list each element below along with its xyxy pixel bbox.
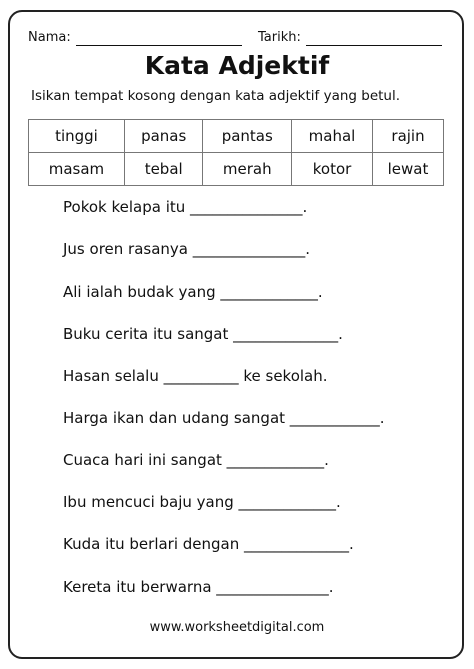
tarikh-line xyxy=(306,45,442,46)
question-text: Buku cerita itu sangat ______________. xyxy=(63,325,343,343)
word-cell: kotor xyxy=(292,153,373,186)
word-cell: merah xyxy=(203,153,292,186)
header-row xyxy=(28,30,442,50)
page-title: Kata Adjektif xyxy=(144,51,330,80)
instruction-text: Isikan tempat kosong dengan kata adjektif yang betul. xyxy=(31,88,401,104)
question-text: Kuda itu berlari dengan ______________. xyxy=(63,535,354,553)
word-cell: panas xyxy=(124,120,203,153)
word-bank-table xyxy=(28,119,444,186)
word-cell: lewat xyxy=(373,153,444,186)
word-bank-row xyxy=(29,153,444,186)
word-cell: rajin xyxy=(373,120,444,153)
question-text: Kereta itu berwarna _______________. xyxy=(63,578,334,596)
question-text: Cuaca hari ini sangat _____________. xyxy=(63,451,329,469)
nama-line xyxy=(76,45,242,46)
footer-url: www.worksheetdigital.com xyxy=(149,620,325,635)
word-cell: pantas xyxy=(203,120,292,153)
question-text: Ibu mencuci baju yang _____________. xyxy=(63,493,341,511)
question-text: Harga ikan dan udang sangat ____________. xyxy=(63,409,385,427)
question-text: Hasan selalu __________ ke sekolah. xyxy=(63,367,328,385)
tarikh-label: Tarikh: xyxy=(258,30,301,45)
question-text: Ali ialah budak yang _____________. xyxy=(63,283,323,301)
word-cell: masam xyxy=(29,153,125,186)
word-cell: mahal xyxy=(292,120,373,153)
word-bank-row xyxy=(29,120,444,153)
question-text: Pokok kelapa itu _______________. xyxy=(63,198,308,216)
question-text: Jus oren rasanya _______________. xyxy=(63,240,311,258)
word-cell: tinggi xyxy=(29,120,125,153)
nama-label: Nama: xyxy=(28,30,71,45)
word-cell: tebal xyxy=(124,153,203,186)
